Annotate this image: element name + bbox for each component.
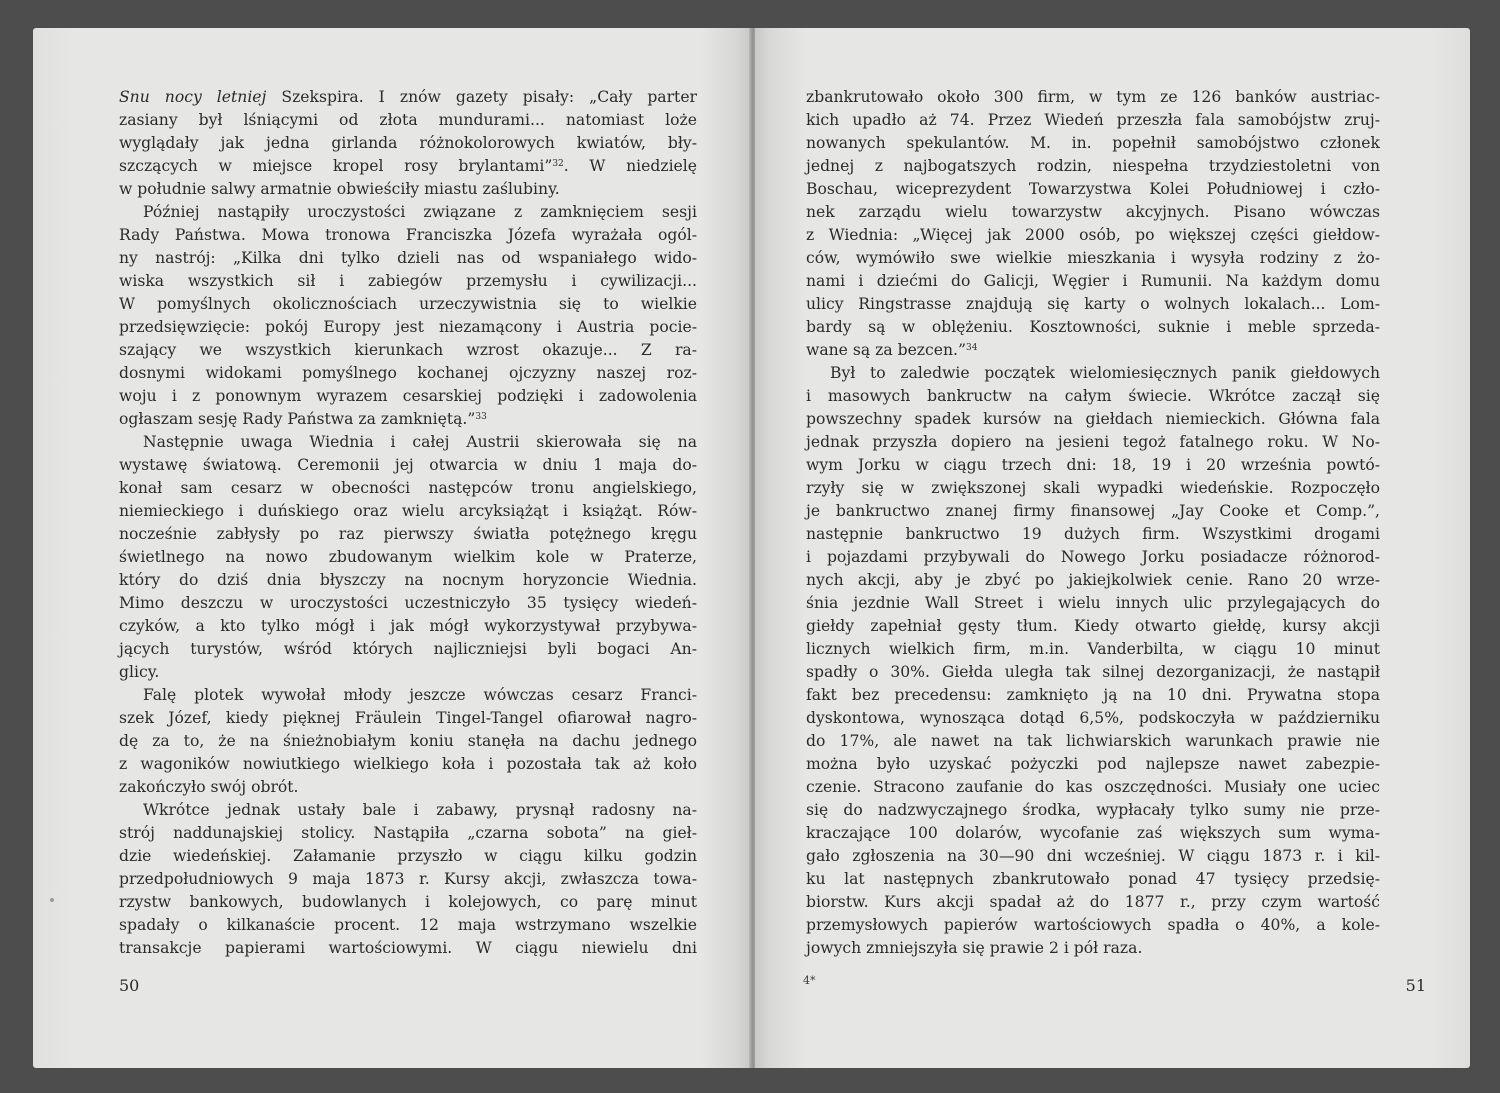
line-text: W pomyślnych okolicznościach urzeczywistnia się to wielkie — [119, 295, 697, 313]
text-line — [806, 109, 1380, 132]
text-line — [119, 661, 697, 684]
text-line — [806, 454, 1380, 477]
text-line — [119, 339, 697, 362]
line-text: wym Jorku w ciągu trzech dni: 18, 19 i 20 września powtó- — [806, 456, 1380, 474]
line-text: przedpołudniowych 9 maja 1873 r. Kursy akcji, zwłaszcza towa- — [119, 870, 697, 888]
line-text: i pojazdami przybywali do Nowego Jorku posiadacze różnorod- — [806, 548, 1380, 566]
signature-mark: 4* — [803, 974, 816, 987]
line-text: woju i z ponownym wyrazem cesarskiej podzięki i zadowolenia — [119, 387, 697, 405]
line-text: glicy. — [119, 663, 160, 681]
text-line — [806, 937, 1380, 960]
line-text: ku lat następnych zbankrutowało ponad 47 tysięcy przedsię- — [806, 870, 1380, 888]
line-text: transakcje papierami wartościowymi. W ciągu niewielu dni — [119, 939, 697, 957]
line-text: dyskontowa, wynosząca dotąd 6,5%, podskoczyła w październiku — [806, 709, 1380, 727]
line-text: zasiany był lśniącymi od złota mundurami... natomiast loże — [119, 111, 697, 129]
line-text: świetlnego na nowo zbudowanym wielkim kole w Praterze, — [119, 548, 697, 566]
line-text: do 17%, ale nawet na tak lichwiarskich warunkach prawie nie — [806, 732, 1380, 750]
text-line — [119, 891, 697, 914]
line-text: jowych zmniejszyła się prawie 2 i pół raza. — [806, 939, 1143, 957]
text-line — [119, 776, 697, 799]
line-text: rzystw bankowych, budowlanych i kolejowych, co parę minut — [119, 893, 697, 911]
text-line — [806, 914, 1380, 937]
line-text: przedsięwzięcie: pokój Europy jest niezamącony i Austria pocie- — [119, 318, 697, 336]
line-text: w południe salwy armatnie obwieściły miastu zaślubiny. — [119, 180, 560, 198]
text-line — [119, 362, 697, 385]
line-text: z Wiednia: „Więcej jak 2000 osób, po większej części giełdow- — [806, 226, 1380, 244]
line-text: ców, wymówiło swe wielkie mieszkania i wysyła rodziny z żo- — [806, 249, 1380, 267]
line-text: licznych wielkich firm, m.in. Vanderbilta, w ciągu 10 minut — [806, 640, 1380, 658]
line-text: Rady Państwa. Mowa tronowa Franciszka Józefa wyrażała ogól- — [119, 226, 697, 244]
line-text: Falę plotek wywołał młody jeszcze wówczas cesarz Franci- — [143, 686, 697, 704]
text-line — [119, 109, 697, 132]
line-text: szczących w miejsce kropel rosy brylantami” — [119, 157, 553, 175]
line-text: śnia jezdnie Wall Street i wielu innych ulic przylegających do — [806, 594, 1380, 612]
text-line — [806, 339, 1380, 362]
speck-mark — [50, 898, 54, 902]
line-text: konał sam cesarz w obecności następców tronu angielskiego, — [119, 479, 697, 497]
text-line — [119, 638, 697, 661]
text-line — [119, 316, 697, 339]
text-line — [806, 293, 1380, 316]
line-text: nek zarządu wielu towarzystw akcyjnych. Pisano wówczas — [806, 203, 1380, 221]
line-text: biorstw. Kurs akcji spadał aż do 1877 r., przy czym wartość — [806, 893, 1380, 911]
text-line — [806, 316, 1380, 339]
text-line — [119, 178, 697, 201]
text-line — [119, 201, 697, 224]
right-page-number: 51 — [1405, 976, 1426, 995]
text-line — [806, 431, 1380, 454]
line-text: nami i dziećmi do Galicji, Węgier i Rumunii. Na każdym domu — [806, 272, 1380, 290]
text-line — [806, 247, 1380, 270]
line-text: jących turystów, wśród których najliczniejsi byli bogaci An- — [119, 640, 697, 658]
line-text: nocześnie zabłysły po raz pierwszy światła potężnego kręgu — [119, 525, 697, 543]
line-text: można było uzyskać pożyczki pod najlepsze nawet zabezpie- — [806, 755, 1380, 773]
text-line — [806, 270, 1380, 293]
text-line — [806, 523, 1380, 546]
line-text: spadały o kilkanaście procent. 12 maja wstrzymano wszelkie — [119, 916, 697, 934]
line-text: kraczające 100 dolarów, wycofanie zaś większych sum wyma- — [806, 824, 1380, 842]
text-line — [119, 385, 697, 408]
text-line — [806, 569, 1380, 592]
text-line — [806, 155, 1380, 178]
text-line — [119, 546, 697, 569]
text-line — [119, 454, 697, 477]
text-line — [806, 132, 1380, 155]
line-text: strój naddunajskiej stolicy. Nastąpiła „czarna sobota” na gieł- — [119, 824, 697, 842]
line-text: zakończyło swój obrót. — [119, 778, 299, 796]
line-text: nych akcji, aby je zbyć po jakiejkolwiek cenie. Rano 20 wrze- — [806, 571, 1380, 589]
line-text: wyglądały jak jedna girlanda różnokolorowych kwiatów, bły- — [119, 134, 697, 152]
text-line — [806, 684, 1380, 707]
line-text: i masowych bankructw na całym świecie. Wkrótce zaczął się — [806, 387, 1380, 405]
line-text: szający we wszystkich kierunkach wzrost okazuje... Z ra- — [119, 341, 697, 359]
text-line — [806, 362, 1380, 385]
text-line — [119, 799, 697, 822]
line-text: dzie wiedeńskiej. Załamanie przyszło w ciągu kilku godzin — [119, 847, 697, 865]
text-line — [806, 891, 1380, 914]
text-line — [806, 408, 1380, 431]
text-line — [806, 707, 1380, 730]
footnote-ref: 32 — [552, 159, 564, 169]
line-text: kich upadło aż 74. Przez Wiedeń przeszła fala samobójstw zruj- — [806, 111, 1380, 129]
line-text: się do nadzwyczajnego środka, wypłacały tylko sumy nie prze- — [806, 801, 1380, 819]
footnote-ref: 34 — [965, 343, 978, 353]
text-line — [119, 224, 697, 247]
line-text: Następnie uwaga Wiednia i całej Austrii skierowała się na — [143, 433, 697, 451]
line-text: Wkrótce jednak ustały bale i zabawy, prysnął radosny na- — [143, 801, 697, 819]
text-line — [119, 86, 697, 109]
line-text: zbankrutowało około 300 firm, w tym ze 126 banków austriac- — [806, 88, 1380, 106]
line-text: przemysłowych papierów wartościowych spadła o 40%, a kole- — [806, 916, 1380, 934]
text-line — [806, 477, 1380, 500]
line-text: powszechny spadek kursów na giełdach niemieckich. Główna fala — [806, 410, 1380, 428]
text-line — [806, 178, 1380, 201]
footnote-ref: 33 — [475, 412, 487, 422]
text-line — [806, 201, 1380, 224]
text-line — [119, 132, 697, 155]
left-page-number: 50 — [119, 976, 140, 995]
line-text: ny nastrój: „Kilka dni tylko dzieli nas od wspaniałego wido- — [119, 249, 697, 267]
text-line — [119, 270, 697, 293]
text-line — [806, 592, 1380, 615]
line-text: jednak przyszła dopiero na jesieni tegoż fatalnego roku. W No- — [806, 433, 1380, 451]
text-line — [806, 822, 1380, 845]
text-line — [119, 431, 697, 454]
line-text: gało zgłoszenia na 30—90 dni wcześniej. W ciągu 1873 r. i kil- — [806, 847, 1380, 865]
text-line — [119, 822, 697, 845]
line-text: rzyły się w zwiększonej skali wypadki wiedeńskie. Rozpoczęło — [806, 479, 1380, 497]
line-text: je bankructwo znanej firmy finansowej „Jay Cooke et Comp.”, — [806, 502, 1380, 520]
line-text: następnie bankructwo 19 dużych firm. Wszystkimi drogami — [806, 525, 1380, 543]
text-line — [806, 500, 1380, 523]
line-text: nowanych spekulantów. M. in. popełnił samobójstwo członek — [806, 134, 1380, 152]
text-line — [806, 776, 1380, 799]
text-line — [119, 293, 697, 316]
italic-title: Snu nocy letniej — [119, 88, 267, 106]
line-text: ulicy Ringstrasse znajdują się karty o wolnych lokalach... Lom- — [806, 295, 1380, 313]
line-text: giełdy zapełniał gęsty tłum. Kiedy otwarto giełdę, kursy akcji — [806, 617, 1380, 635]
line-text: bardy są w oblężeniu. Kosztowności, suknie i meble sprzeda- — [806, 318, 1380, 336]
text-line — [806, 638, 1380, 661]
line-text: fakt bez precedensu: zamknięto ją na 10 dni. Prywatna stopa — [806, 686, 1380, 704]
line-text: wystawę światową. Ceremonii jej otwarcia w dniu 1 maja do- — [119, 456, 697, 474]
line-text: wiska wszystkich sił i zabiegów przemysłu i cywilizacji... — [119, 272, 697, 290]
text-line — [806, 385, 1380, 408]
line-text: Później nastąpiły uroczystości związane z zamknięciem sesji — [143, 203, 697, 221]
text-line — [119, 500, 697, 523]
line-text: czenie. Stracono zaufanie do kas oszczędności. Musiały one uciec — [806, 778, 1380, 796]
text-line — [806, 615, 1380, 638]
text-line — [119, 730, 697, 753]
line-text: wane są za bezcen.” — [806, 341, 966, 359]
line-text: czyków, a kto tylko mógł i jak mógł wykorzystywał przybywa- — [119, 617, 697, 635]
text-line — [806, 845, 1380, 868]
right-page — [755, 28, 1470, 1068]
line-text: Boschau, wiceprezydent Towarzystwa Kolei Południowej i czło- — [806, 180, 1380, 198]
text-line — [806, 730, 1380, 753]
right-page-body — [806, 86, 1380, 960]
line-text: niemieckiego i duńskiego oraz wielu arcyksiążąt i książąt. Rów- — [119, 502, 697, 520]
text-line — [119, 155, 697, 178]
text-line — [119, 523, 697, 546]
text-line — [119, 937, 697, 960]
line-text-after: . W niedzielę — [563, 157, 697, 175]
line-text: jednej z najbogatszych rodzin, niespełna trzydziestoletni von — [806, 157, 1380, 175]
text-line — [806, 661, 1380, 684]
text-line — [119, 868, 697, 891]
text-line — [119, 615, 697, 638]
line-text: dę za to, że na śnieżnobiałym koniu stanęła na dachu jednego — [119, 732, 697, 750]
text-line — [806, 546, 1380, 569]
line-text: Szekspira. I znów gazety pisały: „Cały parter — [266, 88, 697, 106]
text-line — [806, 753, 1380, 776]
text-line — [119, 845, 697, 868]
text-line — [806, 224, 1380, 247]
text-line — [119, 914, 697, 937]
text-line — [806, 868, 1380, 891]
text-line — [806, 86, 1380, 109]
line-text: który do dziś dnia błyszczy na nocnym horyzoncie Wiednia. — [119, 571, 697, 589]
line-text: Mimo deszczu w uroczystości uczestniczyło 35 tysięcy wiedeń- — [119, 594, 697, 612]
line-text: szek Józef, kiedy pięknej Fräulein Tingel-Tangel ofiarował nagro- — [119, 709, 697, 727]
line-text: ogłaszam sesję Rady Państwa za zamkniętą.” — [119, 410, 476, 428]
left-page — [33, 28, 751, 1068]
text-line — [119, 408, 697, 431]
text-line — [119, 707, 697, 730]
text-line — [119, 592, 697, 615]
line-text: z wagoników nowiutkiego wielkiego koła i pozostała tak aż koło — [119, 755, 697, 773]
text-line — [119, 753, 697, 776]
line-text: dosnymi widokami pomyślnego kochanej ojczyzny naszej roz- — [119, 364, 697, 382]
text-line — [806, 799, 1380, 822]
text-line — [119, 247, 697, 270]
text-line — [119, 569, 697, 592]
line-text: spadły o 30%. Giełda uległa tak silnej dezorganizacji, że nastąpił — [806, 663, 1380, 681]
text-line — [119, 477, 697, 500]
left-page-body — [119, 86, 697, 960]
text-line — [119, 684, 697, 707]
line-text: Był to zaledwie początek wielomiesięcznych panik giełdowych — [830, 364, 1380, 382]
